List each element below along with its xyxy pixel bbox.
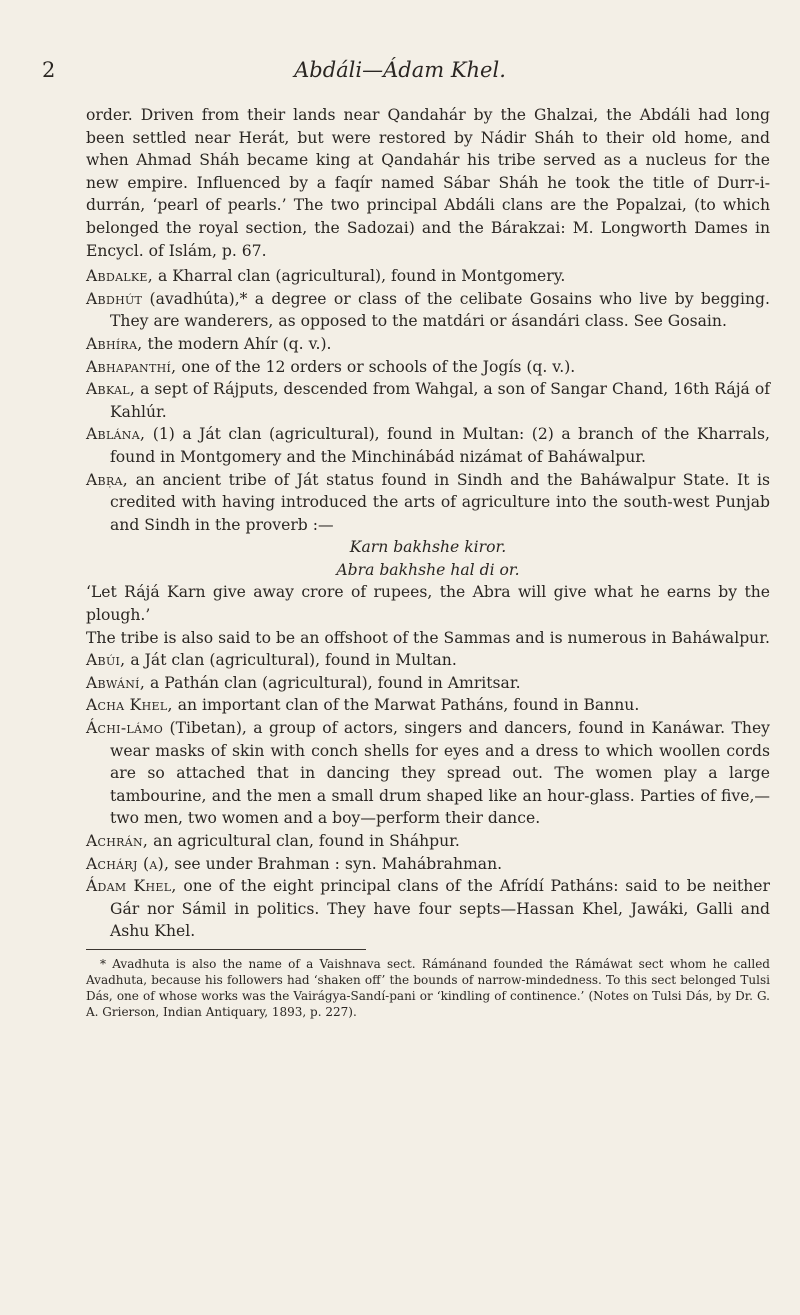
glossary-entry — [86, 423, 770, 468]
glossary-entry — [86, 469, 770, 537]
entry-term: Abṛa, — [86, 470, 129, 489]
entry-term: Áchi-lámo — [86, 719, 164, 738]
proverb-translation: ‘Let Rájá Karn give away crore of rupees, the Abra will give what he earns by the plough.’ — [86, 583, 770, 625]
entry-term: Abdalke, — [86, 267, 154, 286]
entry-term: Achrán, — [86, 832, 149, 850]
page-number: 2 — [42, 58, 56, 82]
page-header — [0, 58, 800, 88]
entry-term: Ablána, — [86, 425, 146, 444]
entry-text: (1) a Ját clan (agricultural), found in Multan: (2) a branch of the Kharrals, found in Montgomery and the Minchinábád nizámat of Baháwalpur. — [110, 425, 770, 466]
proverb-line-1: Karn bakhshe kiror. — [349, 538, 507, 557]
entry-text: a sept of Rájputs, descended from Wahgal, a son of Sangar Chand, 16th Rájá of Kahlúr. — [110, 380, 770, 421]
entry-term: Abwání, — [86, 673, 146, 692]
glossary-entry — [86, 717, 770, 830]
entry-text: an important clan of the Marwat Patháns, found in Bannu. — [177, 696, 640, 715]
proverb-note: The tribe is also said to be an offshoot of the Sammas and is numerous in Baháwalpur. — [86, 628, 770, 647]
glossary-entry — [86, 830, 770, 853]
glossary-entry — [86, 378, 770, 423]
entry-term: Ádam Khel, — [86, 877, 177, 896]
entry-text: an ancient tribe of Ját status found in Sindh and the Baháwalpur State. It is credited with having introduced the arts of agriculture into the south-west Punjab and Sindh in the proverb :— — [110, 470, 770, 534]
glossary-entry — [86, 356, 770, 379]
entry-term: Abkal, — [86, 380, 136, 399]
entry-text: the modern Ahír (q. v.). — [147, 334, 332, 353]
entry-text: a Ját clan (agricultural), found in Multan. — [130, 651, 457, 670]
running-head: Abdáli—Ádam Khel. — [294, 58, 506, 82]
glossary-entry — [86, 875, 770, 943]
footnote: * Avadhuta is also the name of a Vaishnava sect. Rámánand founded the Rámáwat sect whom he called Avadhuta, because his followers had ‘shaken off’ the bounds of narrow-mindedness. To this sect belonged Tulsi Dás, one of whose works was the Vairágya-Sandí-pani or ‘kindling of continence.’ (Notes on Tulsi Dás, by Dr. G. A. Grierson, Indian Antiquary, 1893, p. 227). — [86, 956, 770, 1019]
entry-text: a Pathán clan (agricultural), found in Amritsar. — [150, 673, 521, 692]
entry-text: (Tibetan), a group of actors, singers and dancers, found in Kanáwar. They wear masks of skin with conch shells for eyes and a dress to which woollen cords are so attached that in dancing they spread out. The women play a large tambourine, and the men a small drum shaped like an hour-glass. Parties of five,—two men, two women and a boy—perform their dance. — [110, 719, 770, 828]
intro-paragraph: order. Driven from their lands near Qandahár by the Ghalzai, the Abdáli had long been settled near Herát, but were restored by Nádir Sháh to their old home, and when Ahmad Sháh became king at Qandahár his tribe served as a nucleus for the new empire. Influenced by a faqír named Sábar Sháh he took the title of Durr-i-durrán, ‘pearl of pearls.’ The two principal Abdáli clans are the Popalzai, (to which belonged the royal section, the Sadozai) and the Bárakzai: M. Longworth Dames in Encycl. of Islám, p. 67. — [86, 106, 770, 260]
entry-text: one of the eight principal clans of the Afrídí Patháns: said to be neither Gár nor Sámil in politics. They have four septs—Hassan Khel, Jawáki, Galli and Ashu Khel. — [110, 877, 770, 941]
entry-term: Abhíra, — [86, 334, 143, 353]
entry-term: Abhapanthí, — [86, 357, 177, 376]
glossary-entry — [86, 649, 770, 672]
entry-term: Abúi, — [86, 651, 126, 670]
glossary-entry — [86, 694, 770, 717]
entry-text: see under Brahman : syn. Mahábrahman. — [174, 854, 503, 873]
entry-text: one of the 12 orders or schools of the Jogís (q. v.). — [181, 357, 576, 376]
page-body — [86, 104, 770, 1020]
footnote-rule — [86, 949, 366, 950]
entry-term: Achárj (a), — [86, 854, 170, 873]
entry-text: a Kharral clan (agricultural), found in Montgomery. — [158, 267, 566, 286]
entry-text: (avadhúta),* a degree or class of the celibate Gosains who live by begging. They are wanderers, as opposed to the matdári or ásandári class. See Gosain. — [110, 289, 771, 331]
glossary-entry — [86, 853, 770, 876]
entry-term: Abdhút — [86, 289, 143, 308]
proverb-line-2: Abra bakhshe hal di or. — [336, 560, 520, 579]
glossary-entry — [86, 265, 770, 288]
glossary-entry — [86, 288, 770, 333]
entry-term: Acha Khel, — [86, 696, 173, 715]
entry-text: an agricultural clan, found in Sháhpur. — [153, 832, 460, 850]
glossary-entry — [86, 333, 770, 356]
glossary-entry — [86, 672, 770, 695]
